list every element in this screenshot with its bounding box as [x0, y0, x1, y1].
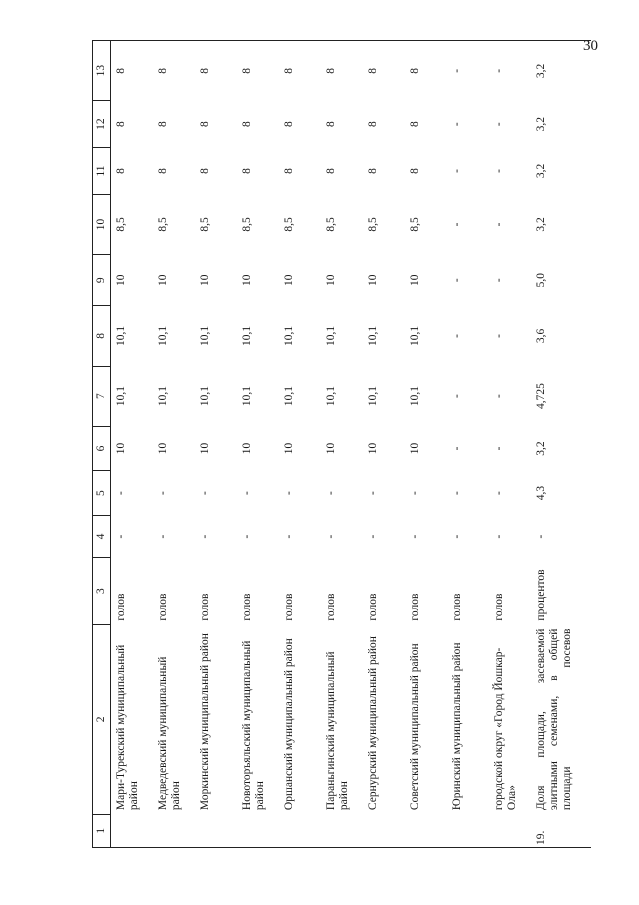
value-col12: 3,2: [535, 116, 547, 132]
row-number: [489, 814, 531, 847]
value-col13: 8: [153, 41, 195, 101]
value-col10: 8,5: [325, 217, 337, 232]
indicator-table: [92, 40, 591, 848]
value-col11: 8: [199, 168, 211, 174]
value-col6: 3,2: [535, 441, 547, 456]
value-col13: -: [447, 41, 489, 101]
table-row: [153, 41, 195, 848]
row-number: [153, 814, 195, 847]
indicator-name: Юринский муниципальный район: [451, 642, 463, 811]
header-cell: 3: [93, 558, 111, 625]
indicator-name: Сернурский муниципальный район: [367, 636, 379, 811]
value-col7: 10,1: [115, 386, 127, 407]
indicator-name: Новоторъяльский муниципальный район: [241, 640, 266, 811]
value-col5: -: [241, 491, 253, 495]
value-col4: -: [241, 534, 253, 539]
value-col9: 10: [283, 274, 295, 286]
header-cell: 10: [93, 194, 111, 254]
value-col11: 8: [157, 168, 169, 174]
unit: голов: [493, 593, 505, 621]
value-col11: 8: [367, 168, 379, 174]
row-number: 19.: [531, 814, 591, 847]
unit: голов: [283, 593, 295, 621]
value-col12: 8: [283, 121, 295, 128]
value-col9: 10: [241, 274, 253, 286]
header-cell: 11: [93, 148, 111, 195]
value-col10: 8,5: [199, 217, 211, 232]
value-col4: -: [157, 534, 169, 539]
value-col8: 10,1: [409, 325, 421, 346]
value-col11: 8: [325, 168, 337, 174]
value-col6: 10: [157, 442, 169, 455]
value-col6: 10: [367, 442, 379, 455]
indicator-name: Мари-Турекский муниципальный район: [115, 644, 140, 811]
table-row: [321, 41, 363, 848]
unit: голов: [367, 593, 379, 621]
table-row: [489, 41, 531, 848]
value-col5: -: [325, 491, 337, 495]
value-col11: 8: [409, 168, 421, 174]
header-cell: 7: [93, 366, 111, 426]
value-col9: 10: [199, 274, 211, 286]
value-col8: 10,1: [283, 325, 295, 346]
value-col7: 10,1: [409, 386, 421, 407]
value-col11: 8: [283, 168, 295, 174]
value-col9: 5,0: [535, 273, 547, 288]
row-number: [321, 814, 363, 847]
value-col10: -: [493, 222, 505, 227]
row-number: [237, 814, 279, 847]
value-col10: 8,5: [157, 217, 169, 232]
value-col4: -: [325, 534, 337, 539]
value-col4: -: [451, 534, 463, 539]
header-cell: 1: [93, 814, 111, 847]
value-col10: 8,5: [283, 217, 295, 232]
indicator-name: Моркинский муниципальный район: [199, 633, 211, 811]
indicator-name: Параньгинский муниципальный район: [325, 651, 350, 811]
header-cell: 9: [93, 255, 111, 306]
row-number: [405, 814, 447, 847]
value-col8: 3,6: [535, 328, 547, 344]
value-col13: 8: [279, 41, 321, 101]
header-cell: 8: [93, 306, 111, 366]
value-col7: 10,1: [283, 386, 295, 407]
value-col9: 10: [325, 274, 337, 286]
value-col5: -: [367, 491, 379, 495]
value-col9: -: [493, 278, 505, 283]
unit: процентов: [535, 569, 547, 621]
value-col7: 4,725: [535, 383, 547, 410]
value-col13: 8: [363, 41, 405, 101]
row-number: [111, 814, 154, 847]
value-col13: 3,2: [531, 41, 591, 101]
rotated-table-wrapper: [92, 40, 573, 848]
value-col8: 10,1: [115, 325, 127, 346]
table-row: [111, 41, 154, 848]
value-col7: 10,1: [325, 386, 337, 407]
table-row: [363, 41, 405, 848]
value-col9: -: [451, 278, 463, 283]
value-col13: 8: [321, 41, 363, 101]
value-col4: -: [493, 534, 505, 539]
value-col11: -: [451, 169, 463, 173]
value-col13: 8: [237, 41, 279, 101]
header-cell: 13: [93, 41, 111, 101]
value-col12: 8: [367, 121, 379, 128]
value-col11: 3,2: [535, 163, 547, 179]
value-col13: -: [489, 41, 531, 101]
header-cell: 6: [93, 426, 111, 471]
value-col7: 10,1: [157, 386, 169, 407]
value-col13: 8: [195, 41, 237, 101]
value-col4: -: [199, 534, 211, 539]
unit: голов: [325, 593, 337, 621]
indicator-name-text: Доля площади, засеваемой элитными семенами, в общей площади посевов: [535, 628, 573, 811]
value-col5: -: [199, 491, 211, 495]
value-col12: -: [451, 122, 463, 127]
value-col9: 10: [409, 274, 421, 286]
value-col6: -: [493, 446, 505, 451]
value-col13: 8: [405, 41, 447, 101]
unit: голов: [115, 593, 127, 621]
value-col4: -: [283, 534, 295, 539]
table-row: [195, 41, 237, 848]
value-col7: -: [451, 394, 463, 399]
value-col5: -: [451, 491, 463, 495]
value-col12: 8: [241, 121, 253, 128]
value-col8: -: [451, 334, 463, 338]
value-col6: -: [451, 446, 463, 451]
table-row: [447, 41, 489, 848]
row-number: [195, 814, 237, 847]
value-col10: 3,2: [535, 217, 547, 232]
value-col11: 8: [115, 168, 127, 174]
value-col6: 10: [283, 442, 295, 455]
unit: голов: [157, 593, 169, 621]
row-number: [279, 814, 321, 847]
value-col8: 10,1: [157, 325, 169, 346]
value-col7: 10,1: [367, 386, 379, 407]
value-col8: 10,1: [367, 325, 379, 346]
value-col8: -: [493, 334, 505, 338]
indicator-name: Медведевский муниципальный район: [157, 656, 182, 811]
header-cell: 4: [93, 515, 111, 557]
value-col4: -: [535, 534, 547, 539]
value-col4: -: [115, 534, 127, 539]
value-col7: 10,1: [199, 386, 211, 407]
header-cell: 12: [93, 101, 111, 148]
unit: голов: [241, 593, 253, 621]
header-cell: 5: [93, 471, 111, 516]
value-col12: 8: [199, 121, 211, 128]
value-col10: 8,5: [115, 217, 127, 232]
value-col5: -: [157, 491, 169, 495]
table-row: [279, 41, 321, 848]
value-col9: 10: [115, 274, 127, 286]
value-col5: 4,3: [535, 485, 547, 501]
value-col11: 8: [241, 168, 253, 174]
table-row: [237, 41, 279, 848]
value-col8: 10,1: [325, 325, 337, 346]
indicator-name: Советский муниципальный район: [409, 643, 421, 811]
value-col5: -: [493, 491, 505, 495]
row-number: [363, 814, 405, 847]
value-col12: 8: [157, 121, 169, 128]
row-number: [447, 814, 489, 847]
unit: голов: [199, 593, 211, 621]
value-col7: 10,1: [241, 386, 253, 407]
header-cell: 2: [93, 625, 111, 814]
value-col12: 8: [409, 121, 421, 128]
value-col10: 8,5: [241, 217, 253, 232]
value-col8: 10,1: [241, 325, 253, 346]
table-row: [405, 41, 447, 848]
value-col12: 8: [115, 121, 127, 128]
value-col12: 8: [325, 121, 337, 128]
value-col4: -: [409, 534, 421, 539]
value-col10: 8,5: [367, 217, 379, 232]
indicator-name: [531, 625, 591, 814]
header-row: [93, 41, 111, 848]
value-col4: -: [367, 534, 379, 539]
unit: голов: [451, 593, 463, 621]
value-col10: 8,5: [409, 217, 421, 232]
value-col8: 10,1: [199, 325, 211, 346]
value-col5: -: [115, 491, 127, 495]
value-col9: 10: [367, 274, 379, 286]
indicator-name: Оршанский муниципальный район: [283, 638, 295, 811]
unit: голов: [409, 593, 421, 621]
table-row: [531, 41, 591, 848]
value-col5: -: [409, 491, 421, 495]
value-col10: -: [451, 222, 463, 227]
value-col11: -: [493, 169, 505, 173]
page-number: 30: [583, 38, 598, 54]
value-col6: 10: [409, 442, 421, 455]
value-col6: 10: [199, 442, 211, 455]
value-col9: 10: [157, 274, 169, 286]
value-col6: 10: [325, 442, 337, 455]
value-col7: -: [493, 394, 505, 399]
value-col12: -: [493, 122, 505, 127]
value-col5: -: [283, 491, 295, 495]
value-col13: 8: [111, 41, 154, 101]
value-col6: 10: [241, 442, 253, 455]
indicator-name: городской округ «Город Йошкар-Ола»: [493, 647, 518, 811]
value-col6: 10: [115, 442, 127, 455]
